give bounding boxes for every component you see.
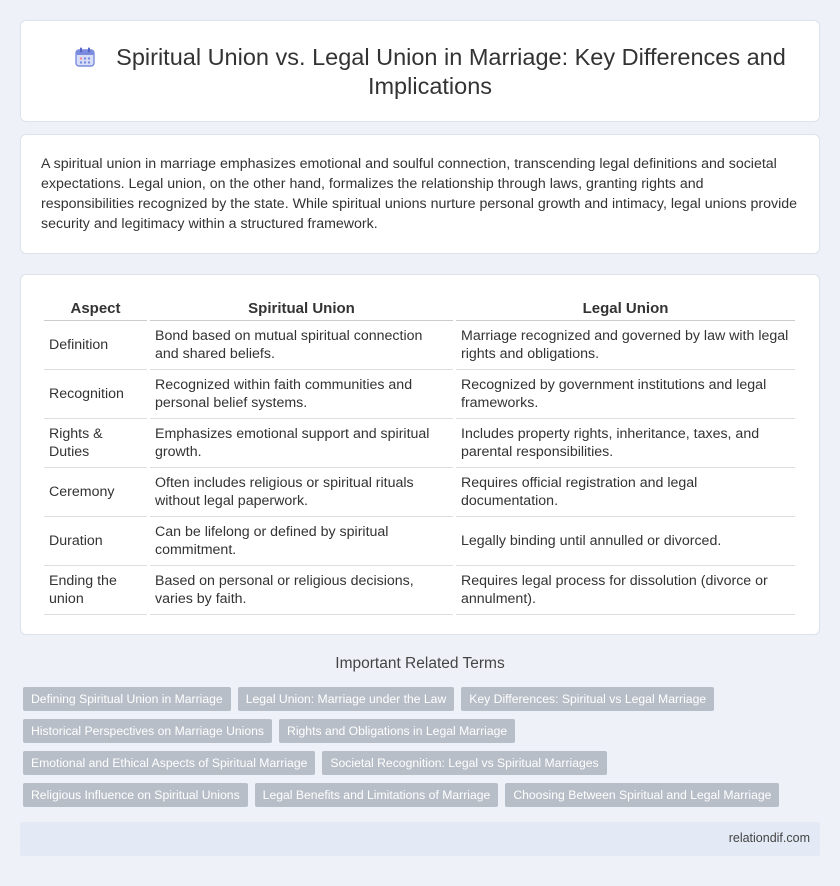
related-term-tag[interactable]: Religious Influence on Spiritual Unions [23,783,248,807]
related-term-tag[interactable]: Rights and Obligations in Legal Marriage [279,719,515,743]
related-term-tag[interactable]: Key Differences: Spiritual vs Legal Marriage [461,687,714,711]
row-legal: Includes property rights, inheritance, taxes, and parental responsibilities. [456,419,795,468]
footer [20,822,820,856]
row-legal: Marriage recognized and governed by law with legal rights and obligations. [456,321,795,370]
row-aspect: Rights & Duties [44,419,147,468]
row-aspect: Ending the union [44,566,147,615]
header-card [20,20,820,122]
comparison-card [20,274,820,635]
table-row [44,566,795,615]
row-aspect: Definition [44,321,147,370]
intro-paragraph: A spiritual union in marriage emphasizes emotional and soulful connection, transcending legal definitions and societal expectations. Legal union, on the other hand, formalizes the relationship through laws, granting rights and responsibilities recognized by the state. While spiritual unions nurture personal growth and intimacy, legal unions provide security and legitimacy within a structured framework. [41,156,798,232]
intro-card [20,134,820,254]
comparison-table [41,297,798,615]
row-spiritual: Emphasizes emotional support and spiritual growth. [150,419,453,468]
related-terms-list [23,687,813,807]
row-legal: Requires official registration and legal documentation. [456,468,795,517]
related-term-tag[interactable]: Defining Spiritual Union in Marriage [23,687,231,711]
related-term-tag[interactable]: Historical Perspectives on Marriage Unions [23,719,272,743]
table-row [44,468,795,517]
title-wrap [61,43,799,101]
row-aspect: Recognition [44,370,147,419]
related-term-tag[interactable]: Choosing Between Spiritual and Legal Marriage [505,783,779,807]
row-legal: Legally binding until annulled or divorced. [456,517,795,566]
table-row [44,517,795,566]
row-legal: Requires legal process for dissolution (divorce or annulment). [456,566,795,615]
related-term-tag[interactable]: Legal Benefits and Limitations of Marriage [255,783,499,807]
row-aspect: Ceremony [44,468,147,517]
header-aspect: Aspect [44,297,147,321]
row-spiritual: Can be lifelong or defined by spiritual commitment. [150,517,453,566]
page-title-text: Spiritual Union vs. Legal Union in Marriage: Key Differences and Implications [116,44,786,99]
row-spiritual: Recognized within faith communities and personal belief systems. [150,370,453,419]
table-header-row [44,297,795,321]
table-row [44,321,795,370]
table-row [44,419,795,468]
page-title [61,43,799,101]
row-legal: Recognized by government institutions and legal frameworks. [456,370,795,419]
header-spiritual-union: Spiritual Union [150,297,453,321]
row-aspect: Duration [44,517,147,566]
related-terms-heading: Important Related Terms [335,655,505,672]
related-term-tag[interactable]: Societal Recognition: Legal vs Spiritual Marriages [322,751,606,775]
table-row [44,370,795,419]
row-spiritual: Often includes religious or spiritual rituals without legal paperwork. [150,468,453,517]
row-spiritual: Bond based on mutual spiritual connection and shared beliefs. [150,321,453,370]
calendar-icon [74,46,96,68]
header-legal-union: Legal Union [456,297,795,321]
related-term-tag[interactable]: Legal Union: Marriage under the Law [238,687,455,711]
footer-site-link[interactable]: relationdif.com [728,831,810,845]
row-spiritual: Based on personal or religious decisions, varies by faith. [150,566,453,615]
related-term-tag[interactable]: Emotional and Ethical Aspects of Spiritual Marriage [23,751,315,775]
